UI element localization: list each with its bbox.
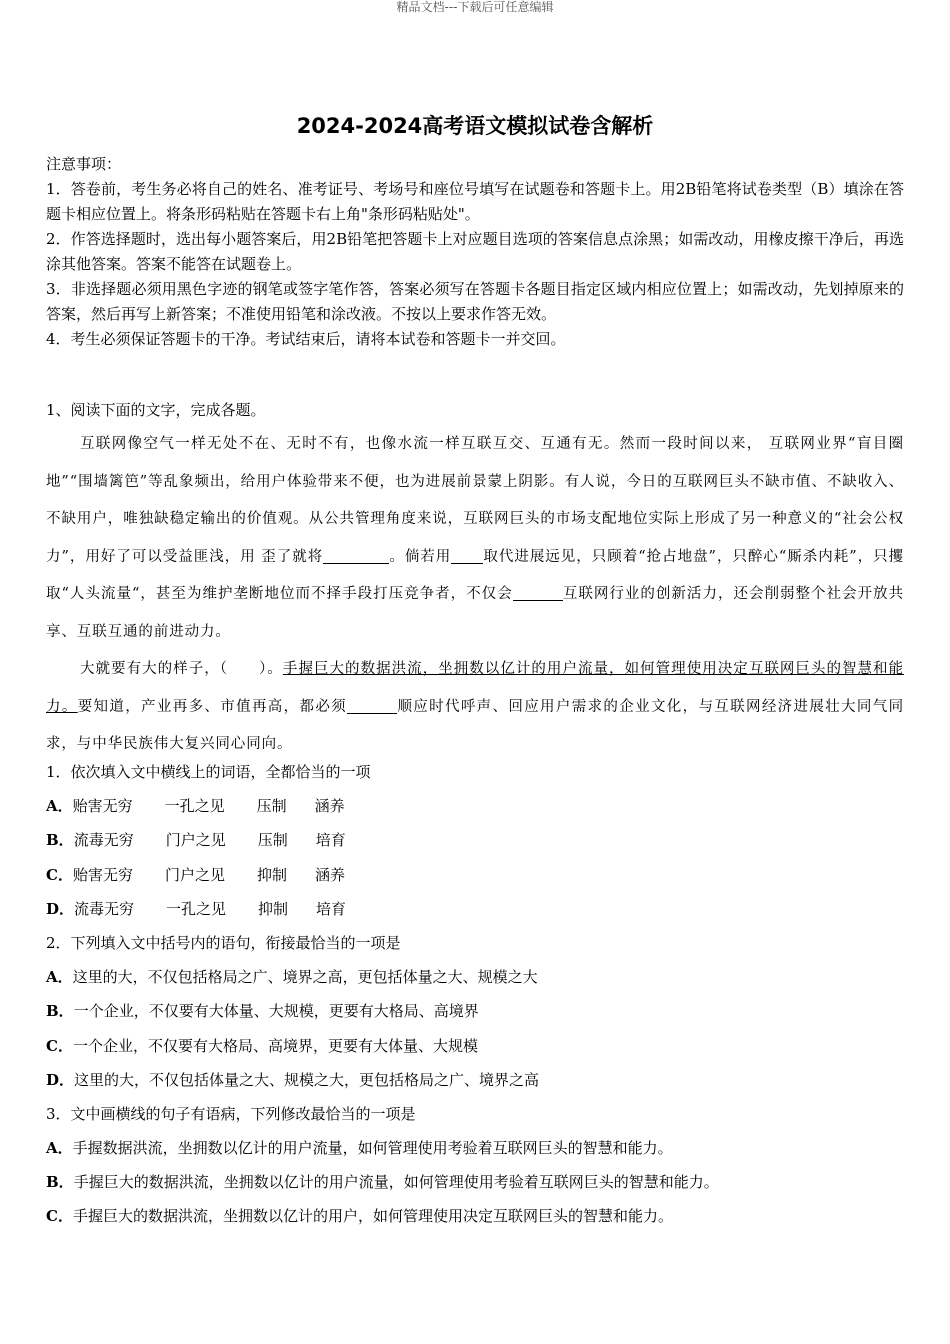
option-word: 压制 [257, 831, 288, 850]
option-row [46, 1029, 926, 1063]
reading-heading: 1、阅读下面的文字，完成各题。 [46, 401, 266, 419]
option-row [46, 789, 926, 823]
passage-text: 取代进展远见，只顾着“抢占地盘”，只醉心“厮杀内耗”，只攫取“人头流量“，甚至为维护垄断地位而不择手段打压竞争者，不仅会 [46, 548, 905, 602]
option-word: 培育 [316, 899, 347, 918]
option-word: 门户之见 [165, 831, 226, 850]
option-word: 压制 [256, 797, 287, 816]
notice-heading: 注意事项： [46, 155, 122, 173]
option-word: 流毒无穷 [73, 831, 134, 850]
option-letter: C． [46, 1207, 73, 1226]
option-text: 手握巨大的数据洪流，坐拥数以亿计的用户流量，如何管理使用考验着互联网巨头的智慧和能力。 [73, 1173, 719, 1192]
option-row [46, 858, 926, 892]
question-stem: 3．文中画横线的句子有语病，下列修改最恰当的一项是 [46, 1104, 416, 1123]
option-word: 抑制 [256, 865, 287, 884]
option-word: 涵养 [314, 797, 345, 816]
underlined-sentence: 手握巨大的数据洪流，坐拥数以亿计的用户流量，如何管理使用决定互联网巨头的智慧和能力。 [46, 661, 904, 715]
option-letter: B． [46, 1173, 74, 1192]
question-stem: 1．依次填入文中横线上的词语，全都恰当的一项 [46, 763, 371, 781]
option-text: 手握数据洪流，坐拥数以亿计的用户流量，如何管理使用考验着互联网巨头的智慧和能力。 [72, 1139, 673, 1158]
option-letter: A． [46, 968, 73, 987]
passage-text: 顺应时代呼声、回应用户需求的企业文化，与互联网经济进展壮大同气同求，与中华民族伟大复兴同心同向。 [46, 698, 904, 752]
fill-blank [513, 582, 563, 601]
option-word: 培育 [315, 831, 346, 850]
passage-text: 大就要有大的样子，（ ）。 [80, 661, 283, 677]
option-row [46, 1063, 926, 1097]
option-row [46, 1131, 926, 1165]
option-letter: C． [46, 1036, 73, 1055]
fill-blank [323, 545, 389, 564]
passage-text: 互联网像空气一样无处不在、无时不有，也像水流一样互联互交、互通有无。然而一段时间以来， 互联网业界“盲目圈地”“围墙篱笆”等乱象频出，给用户体验带来不便，也为进展前景蒙上阴影。有人说，今日的互联网巨头不缺市值、不缺收入、不缺用户，唯独缺稳定输出的价值观。从公共管理角度来说，互联网巨头的市场支配地位实际上形成了另一种意义的“社会公权力”，用好了可以受益匪浅，用 歪了就将 [46, 436, 904, 565]
passage-text: 要知道，产业再多、市值再高，都必须 [77, 698, 348, 715]
passage-text: 。倘若用 [389, 548, 452, 565]
option-letter: A． [46, 1139, 73, 1158]
option-text: 这里的大，不仅包括体量之大、规模之大，更包括格局之广、境界之高 [74, 1070, 540, 1089]
option-row [46, 1165, 926, 1199]
option-letter: A． [46, 797, 73, 816]
fill-blank [451, 545, 483, 564]
option-word: 抑制 [258, 899, 289, 918]
notice-item: 4．考生必须保证答题卡的干净。考试结束后，请将本试卷和答题卡一并交回。 [46, 330, 566, 348]
option-word: 流毒无穷 [74, 899, 135, 918]
option-letter: B． [46, 1002, 74, 1021]
question-stem: 2．下列填入文中括号内的语句，衔接最恰当的一项是 [46, 933, 401, 952]
option-word: 贻害无穷 [72, 865, 133, 884]
passage-text: 互联网行业的创新活力，还会削弱整个社会开放共享、互联互通的前进动力。 [46, 586, 904, 640]
notice-item: 3．非选择题必须用黑色字迹的钢笔或签字笔作答，答案必须写在答题卡各题目指定区域内相应位置上；如需改动，先划掉原来的答案，然后再写上新答案；不准使用铅笔和涂改液。不按以上要求作答无效。 [46, 280, 904, 323]
option-letter: D． [46, 1070, 75, 1089]
notice-item: 1．答卷前，考生务必将自己的姓名、准考证号、考场号和座位号填写在试题卷和答题卡上。用2B铅笔将试卷类型（B）填涂在答题卡相应位置上。将条形码粘贴在答题卡右上角"条形码粘贴处"。 [46, 180, 904, 223]
option-word: 一孔之见 [164, 797, 225, 816]
option-word: 门户之见 [164, 865, 225, 884]
option-letter: B． [46, 831, 74, 850]
option-word: 贻害无穷 [72, 797, 133, 816]
option-text: 这里的大，不仅包括格局之广、境界之高，更包括体量之大、规模之大 [72, 968, 538, 987]
passage-paragraph-2 [46, 651, 904, 764]
notice-item: 2．作答选择题时，选出每小题答案后，用2B铅笔把答题卡上对应题目选项的答案信息点涂黑；如需改动，用橡皮擦干净后，再选涂其他答案。答案不能答在试题卷上。 [46, 230, 904, 273]
option-text: 一个企业，不仅要有大格局、高境界，更要有大体量、大规模 [72, 1036, 478, 1055]
option-word: 一孔之见 [166, 899, 227, 918]
option-row [46, 823, 926, 857]
passage-paragraph-1 [46, 426, 904, 651]
option-row [46, 892, 926, 926]
reading-passage [46, 426, 904, 764]
option-row [46, 1199, 926, 1233]
option-word: 涵养 [314, 865, 345, 884]
fill-blank [347, 695, 397, 714]
header-note: 精品文档---下载后可任意编辑 [396, 0, 554, 14]
option-letter: D． [46, 899, 75, 918]
option-letter: C． [46, 865, 73, 884]
option-row [46, 960, 926, 994]
sub-questions [46, 755, 926, 1234]
option-text: 手握巨大的数据洪流，坐拥数以亿计的用户，如何管理使用决定互联网巨头的智慧和能力。 [72, 1207, 673, 1226]
option-row [46, 994, 926, 1028]
option-text: 一个企业，不仅要有大体量、大规模，更要有大格局、高境界 [73, 1002, 479, 1021]
notice-section [46, 152, 904, 352]
page-title: 2024-2024高考语文模拟试卷含解析 [296, 114, 654, 138]
